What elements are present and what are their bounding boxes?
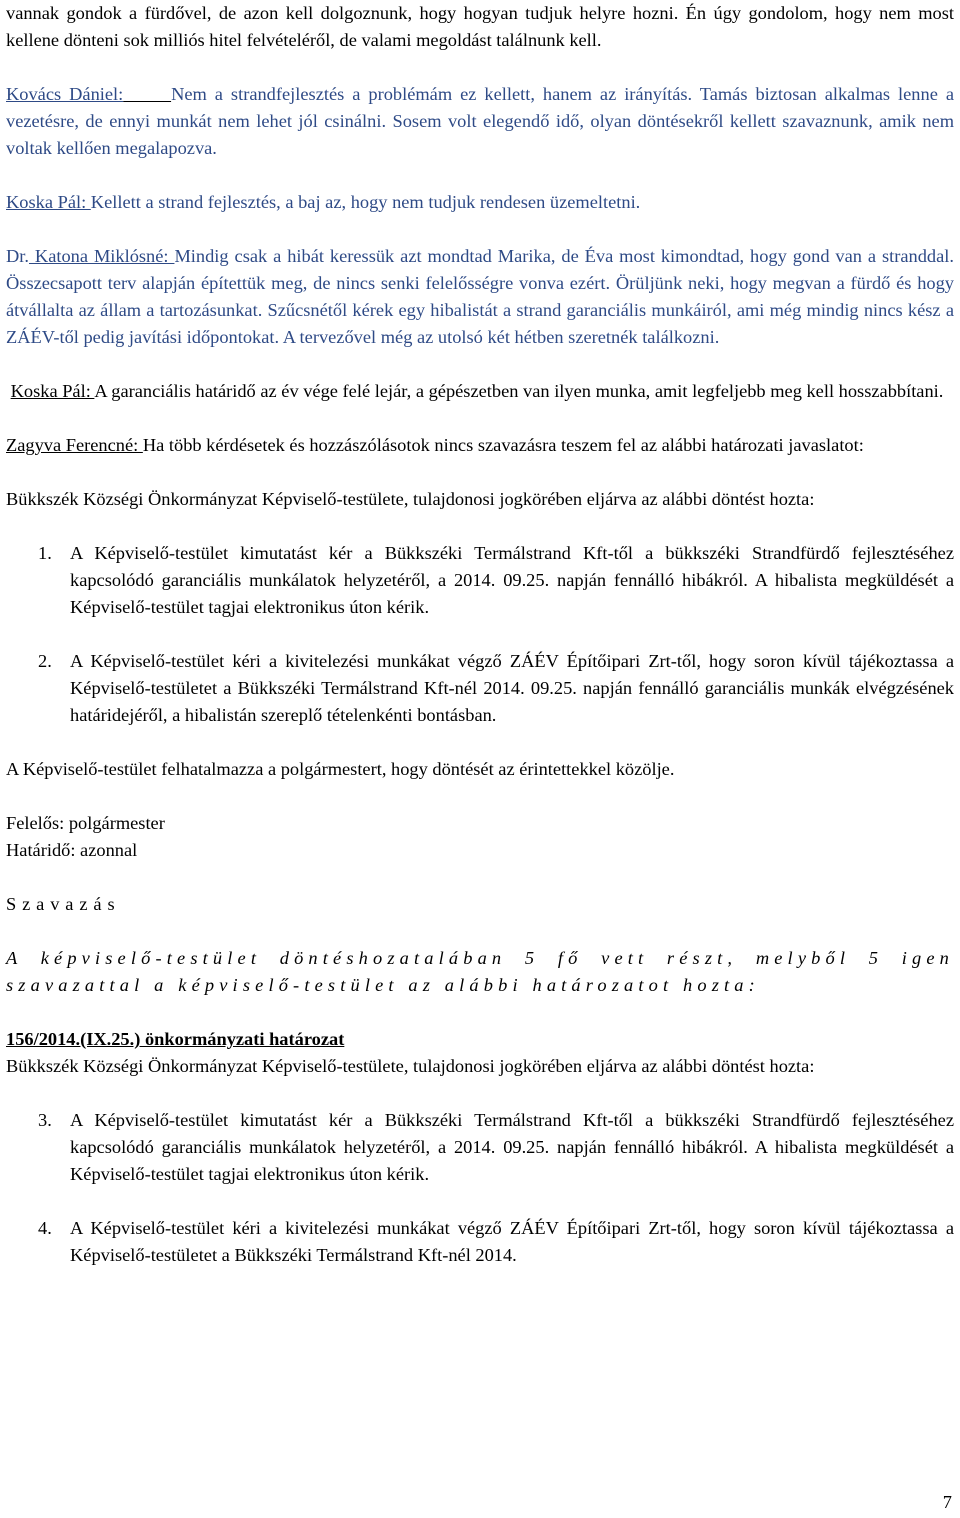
kovacs-text-b: Sosem volt elegendő idő, olyan döntésekről kellett szavaznunk, amik nem voltak kellően megalapozva. xyxy=(6,111,954,158)
katona-text-a: Mindig csak a hibát keressük azt mondtad Marika, de Éva most kimondtad, hogy gond van a stranddal. xyxy=(174,246,954,266)
decision-list-1 xyxy=(6,540,954,729)
paragraph-koska-2 xyxy=(6,378,954,405)
page-number: 7 xyxy=(942,1492,952,1512)
speaker-zagyva: Zagyva Ferencné: xyxy=(6,435,143,455)
paragraph-zagyva xyxy=(6,432,954,459)
list-item-number: 3. xyxy=(38,1110,52,1130)
vote-heading: Szavazás xyxy=(6,894,121,914)
paragraph-kovacs xyxy=(6,81,954,162)
katona-text-d: Szűcsnétől kérek egy hibalistát a strand garanciális munkáiról, ami még mindig nincs kész a ZÁÉV-től pedig javítási időpontokat. xyxy=(6,300,954,347)
katona-text-e: A tervezővel még az utolsó két hétben szeretnék találkozni. xyxy=(279,327,720,347)
list-item-text: A Képviselő-testület kéri a kivitelezési munkákat végző ZÁÉV Építőipari Zrt-től, hogy soron kívül tájékoztassa a Képviselő-testületet a Bükkszéki Termálstrand Kft-nél 2014. 09.25. napján fennálló garanciális munkák elvégzésének határidejéről, a hibalistán szereplő tételenkénti bontásban. xyxy=(70,651,954,725)
speaker-koska-2: Koska Pál: xyxy=(10,381,95,401)
list-item xyxy=(6,648,954,729)
paragraph-intro: vannak gondok a fürdővel, de azon kell dolgoznunk, hogy hogyan tudjuk helyre hozni. Én úgy gondolom, hogy nem most kellene dönteni sok milliós hitel felvételéről, de valami megoldást találnunk kell. xyxy=(6,3,954,50)
list-item-number: 1. xyxy=(38,543,52,563)
list-item xyxy=(6,1107,954,1188)
resolution-title: 156/2014.(IX.25.) önkormányzati határozat xyxy=(6,1029,345,1049)
list-item-text: A Képviselő-testület kimutatást kér a Bükkszéki Termálstrand Kft-től a bükkszéki Strandfürdő fejlesztéséhez kapcsolódó garanciális munkálatok helyzetéről, a 2014. 09.25. napján fennálló hibákról. A hibalista megküldését a Képviselő-testület tagjai elektronikus úton kérik. xyxy=(70,1110,954,1184)
kovacs-text-a: Nem a strandfejlesztés a problémám ez kellett, hanem az irányítás. Tamás biztosan alkalmas lenne a vezetésre, de ennyi munkát nem lehet jól csinálni. xyxy=(6,84,954,131)
koska-2-text: A garanciális határidő az év vége felé lejár, a gépészetben van ilyen munka, amit legfeljebb meg kell hosszabbítani. xyxy=(94,381,944,401)
decision-intro-2: Bükkszék Községi Önkormányzat Képviselő-testülete, tulajdonosi jogkörében eljárva az alábbi döntést hozta: xyxy=(6,1056,815,1076)
vote-result-text: A képviselő-testület döntéshozatalában 5 fő vett részt, melyből 5 igen szavazattal a képviselő-testület az alábbi határozatot hozta: xyxy=(6,948,954,995)
speaker-kovacs: Kovács Dániel: xyxy=(6,84,124,104)
speaker-gap xyxy=(123,84,171,104)
list-item-number: 4. xyxy=(38,1218,52,1238)
katona-text-c: Örüljünk neki, hogy megvan a fürdő és hogy átvállalta az állam a tartozásunkat. xyxy=(6,273,955,320)
koska-1-text: Kellett a strand fejlesztés, a baj az, hogy nem tudjuk rendesen üzemeltetni. xyxy=(90,192,641,212)
responsible-line: Felelős: polgármester xyxy=(6,813,165,833)
speaker-katona: Katona Miklósné: xyxy=(29,246,175,266)
deadline-line: Határidő: azonnal xyxy=(6,840,138,860)
list-item-text: A Képviselő-testület kimutatást kér a Bükkszéki Termálstrand Kft-től a bükkszéki Strandfürdő fejlesztéséhez kapcsolódó garanciális munkálatok helyzetéről, a 2014. 09.25. napján fennálló hibákról. A hibalista megküldését a Képviselő-testület tagjai elektronikus úton kérik. xyxy=(70,543,954,617)
katona-text-b: Összecsapott terv alapján építettük meg, de nincs senki felelősségre vonva ezért. xyxy=(6,273,611,293)
list-item-number: 2. xyxy=(38,651,52,671)
authorization-text: A Képviselő-testület felhatalmazza a polgármestert, hogy döntését az érintettekkel közölje. xyxy=(6,759,675,779)
list-item xyxy=(6,1215,954,1269)
zagyva-text: Ha több kérdésetek és hozzászólásotok nincs szavazásra teszem fel az alábbi határozati javaslatot: xyxy=(142,435,864,455)
decision-intro-1: Bükkszék Községi Önkormányzat Képviselő-testülete, tulajdonosi jogkörében eljárva az alábbi döntést hozta: xyxy=(6,489,815,509)
decision-list-2 xyxy=(6,1107,954,1269)
list-item-text: A Képviselő-testület kéri a kivitelezési munkákat végző ZÁÉV Építőipari Zrt-től, hogy soron kívül tájékoztassa a Képviselő-testületet a Bükkszéki Termálstrand Kft-nél 2014. xyxy=(70,1218,954,1265)
list-item xyxy=(6,540,954,621)
paragraph-koska-1 xyxy=(6,189,954,216)
katona-prefix: Dr. xyxy=(6,246,29,266)
paragraph-katona xyxy=(6,243,954,351)
speaker-koska-1: Koska Pál: xyxy=(6,192,91,212)
